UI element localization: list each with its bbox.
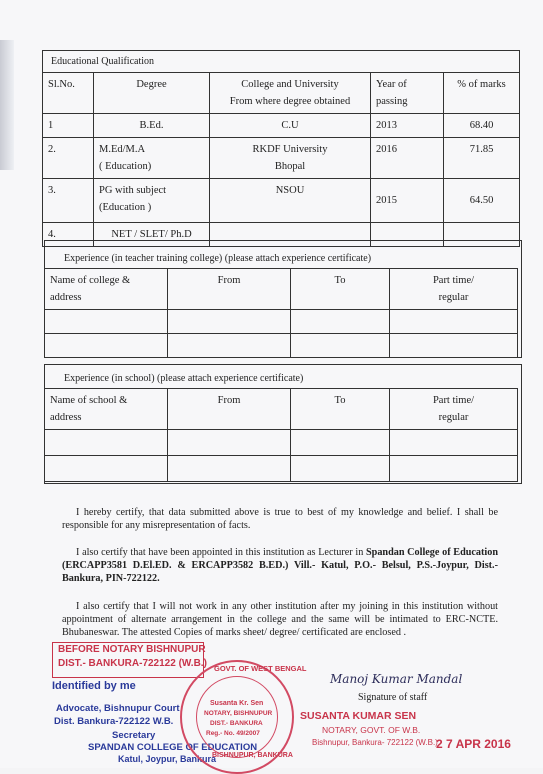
table-row <box>45 310 518 334</box>
header-name-line2: address <box>50 412 82 423</box>
college-stamp: SPANDAN COLLEGE OF EDUCATION <box>88 742 258 753</box>
header-part-line1: Part time/ <box>432 275 475 286</box>
cell-year: 2013 <box>371 114 444 138</box>
table-row <box>45 456 518 482</box>
notary-role: NOTARY, GOVT. OF W.B. <box>322 725 421 735</box>
cell-degree-line1: M.Ed/M.A <box>99 144 146 155</box>
cell-marks: 68.40 <box>444 114 520 138</box>
header-name-college <box>45 269 168 310</box>
table-row <box>43 179 520 223</box>
table-row <box>43 114 520 138</box>
exp-school-table <box>44 388 518 482</box>
header-name-line1: Name of school & <box>50 395 128 406</box>
identified-stamp: Identified by me <box>52 680 136 692</box>
cell-college: C.U <box>210 114 371 138</box>
header-parttime <box>390 389 518 430</box>
cell-year: 2015 <box>371 179 444 223</box>
header-name-line1: Name of college & <box>50 275 131 286</box>
seal-line-2: NOTARY, BISHNUPUR <box>204 710 273 717</box>
table-row <box>45 334 518 358</box>
header-college-line1: College and University <box>241 79 339 90</box>
cell-degree <box>94 179 210 223</box>
header-marks: % of marks <box>444 73 520 114</box>
advocate-dist: Dist. Bankura-722122 W.B. <box>54 716 174 727</box>
header-year-line2: passing <box>376 96 408 107</box>
table-header-row <box>43 73 520 114</box>
notary-name: SUSANTA KUMAR SEN <box>300 710 417 722</box>
cell-college <box>210 138 371 179</box>
exp-college-table <box>44 268 518 358</box>
header-name-line2: address <box>50 292 82 303</box>
notary-seal-inner <box>196 676 278 758</box>
certify-paragraph-2 <box>62 546 498 585</box>
cell-sl: 1 <box>43 114 94 138</box>
cell-college: NSOU <box>210 179 371 223</box>
secretary-label: Secretary <box>112 730 156 741</box>
page-edge-shadow <box>0 40 14 170</box>
seal-top-text: GOVT. OF WEST BENGAL <box>214 664 307 673</box>
table-header-row <box>45 389 518 430</box>
cell-degree-line2: (Education ) <box>99 202 152 213</box>
cell-degree-line2: ( Education) <box>99 161 152 172</box>
header-college-line2: From where degree obtained <box>229 96 351 107</box>
seal-bottom-text: BISHNUPUR, BANKURA <box>212 752 293 759</box>
para2-text: I also certify that have been appointed in this institution as Lecturer in <box>76 547 366 558</box>
signature-label: Signature of staff <box>358 692 428 703</box>
exp-college-title: Experience (in teacher training college) (please attach experience certificate) <box>64 253 372 264</box>
certify-paragraph-3: I also certify that I will not work in any other institution after my joining in this institution without appointment of alternate arrangement in the college and the same will be intimated to ERC-NCTE. Bhubaneswar. The attested Copies of marks sheet/ degree/ certificated are enclosed . <box>62 601 498 638</box>
certify-paragraph-1: I hereby certify, that data submitted above is true to best of my knowledge and belief. I shall be responsible for any misrepresentation of facts. <box>62 507 498 531</box>
cell-sl: 2. <box>43 138 94 179</box>
education-table <box>42 50 520 247</box>
advocate-stamp: Advocate, Bishnupur Court <box>56 703 180 714</box>
header-from: From <box>168 389 291 430</box>
cell-degree: NET / SLET/ Ph.D <box>94 223 210 247</box>
cell-marks: 64.50 <box>444 179 520 223</box>
header-to: To <box>291 389 390 430</box>
cell-degree: B.Ed. <box>94 114 210 138</box>
seal-line-3: DIST.- BANKURA <box>210 720 263 727</box>
date-stamp: 2 7 APR 2016 <box>436 737 511 751</box>
cell-year: 2016 <box>371 138 444 179</box>
seal-line-1: Susanta Kr. Sen <box>210 700 264 707</box>
header-parttime <box>390 269 518 310</box>
header-college <box>210 73 371 114</box>
cell-college-line2: Bhopal <box>274 161 306 172</box>
notary-stamp-line1: BEFORE NOTARY BISHNUPUR <box>58 644 206 655</box>
college-name-bold: Spandan College of Education (ERCAPP3581 D.El.ED. & ERCAPP3582 B.ED.) Vill.- Katul, P.O.- Belsul, P.S.-Joypur, Dist.-Bankura, PIN-722122. <box>62 547 498 584</box>
college-address-stamp: Katul, Joypur, Bankura <box>118 754 217 764</box>
cell-college-line1: RKDF University <box>252 144 328 155</box>
table-row <box>45 430 518 456</box>
header-year <box>371 73 444 114</box>
staff-signature: Manoj Kumar Mandal <box>330 672 463 686</box>
header-to: To <box>291 269 390 310</box>
seal-line-4: Reg.- No. 49/2007 <box>206 730 260 737</box>
cell-marks: 71.85 <box>444 138 520 179</box>
cell-degree <box>94 138 210 179</box>
header-degree: Degree <box>94 73 210 114</box>
header-year-line1: Year of <box>376 79 407 90</box>
header-from: From <box>168 269 291 310</box>
notary-stamp-line2: DIST.- BANKURA-722122 (W.B.) <box>58 658 207 669</box>
cell-sl: 3. <box>43 179 94 223</box>
notary-address: Bishnupur, Bankura- 722122 (W.B.) <box>312 738 438 747</box>
education-caption: Educational Qualification <box>43 51 520 73</box>
cell-degree-line1: PG with subject <box>99 185 167 196</box>
table-row <box>43 138 520 179</box>
header-slno: Sl.No. <box>43 73 94 114</box>
table-header-row <box>45 269 518 310</box>
exp-school-title: Experience (in school) (please attach experience certificate) <box>64 373 304 384</box>
header-part-line2: regular <box>438 412 469 423</box>
header-part-line2: regular <box>438 292 469 303</box>
cell-sl: 4. <box>43 223 94 247</box>
header-name-school <box>45 389 168 430</box>
header-part-line1: Part time/ <box>432 395 475 406</box>
